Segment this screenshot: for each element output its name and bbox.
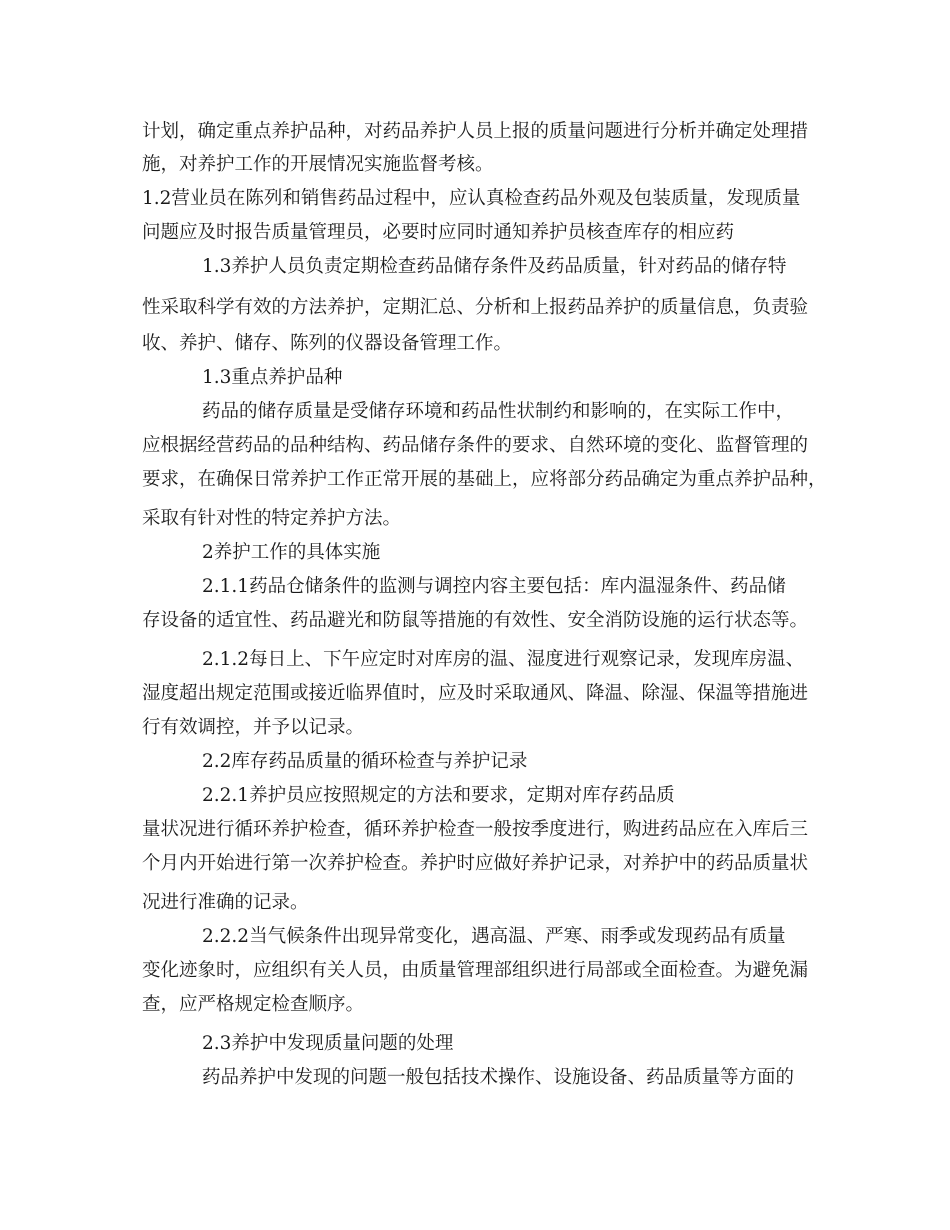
text-line: 问题应及时报告质量管理员，必要时应同时通知养护员核查库存的相应药: [142, 222, 735, 243]
text-line: 施，对养护工作的开展情况实施监督考核。: [142, 154, 494, 175]
text-line: 性采取科学有效的方法养护，定期汇总、分析和上报药品养护的质量信息，负责验: [142, 297, 809, 318]
text-line: 个月内开始进行第一次养护检查。养护时应做好养护记录，对养护中的药品质量状: [142, 853, 809, 874]
text-line: 1.2营业员在陈列和销售药品过程中，应认真检查药品外观及包装质量，发现质量: [142, 188, 801, 209]
text-line: 湿度超出规定范围或接近临界值时，应及时采取通风、降温、除湿、保温等措施进: [142, 683, 809, 704]
text-line: 存设备的适宜性、药品避光和防鼠等措施的有效性、安全消防设施的运行状态等。: [142, 610, 809, 631]
section-heading: 2养护工作的具体实施: [202, 542, 381, 563]
text-line: 况进行准确的记录。: [142, 892, 309, 913]
text-line: 量状况进行循环养护检查，循环养护检查一般按季度进行，购进药品应在入库后三: [142, 819, 809, 840]
text-line: 变化迹象时，应组织有关人员，由质量管理部组织进行局部或全面检查。为避免漏: [142, 960, 809, 981]
text-line: 2.2.1养护员应按照规定的方法和要求，定期对库存药品质: [202, 785, 675, 806]
section-heading: 2.2库存药品质量的循环检查与养护记录: [202, 751, 528, 772]
text-line: 收、养护、储存、陈列的仪器设备管理工作。: [142, 333, 513, 354]
text-line: 计划，确定重点养护品种，对药品养护人员上报的质量问题进行分析并确定处理措: [142, 121, 809, 142]
text-line: 采取有针对性的特定养护方法。: [142, 508, 402, 529]
text-line: 药品的储存质量是受储存环境和药品性状制约和影响的，在实际工作中，: [202, 401, 795, 422]
text-line: 行有效调控，并予以记录。: [142, 717, 365, 738]
section-heading: 2.3养护中发现质量问题的处理: [202, 1033, 454, 1054]
text-line: 2.1.1药品仓储条件的监测与调控内容主要包括：库内温湿条件、药品储: [202, 576, 786, 597]
text-line: 2.2.2当气候条件出现异常变化，遇高温、严寒、雨季或发现药品有质量: [202, 926, 786, 947]
text-line: 1.3养护人员负责定期检查药品储存条件及药品质量，针对药品的储存特: [202, 256, 787, 277]
text-line: 应根据经营药品的品种结构、药品储存条件的要求、自然环境的变化、监督管理的: [142, 435, 809, 456]
text-line: 药品养护中发现的问题一般包括技术操作、设施设备、药品质量等方面的: [202, 1067, 795, 1088]
text-line: 查，应严格规定检查顺序。: [142, 994, 365, 1015]
section-heading: 1.3重点养护品种: [202, 367, 343, 388]
text-line: 要求，在确保日常养护工作正常开展的基础上，应将部分药品确定为重点养护品种，: [142, 469, 827, 490]
text-line: 2.1.2每日上、下午应定时对库房的温、湿度进行观察记录，发现库房温、: [202, 649, 805, 670]
